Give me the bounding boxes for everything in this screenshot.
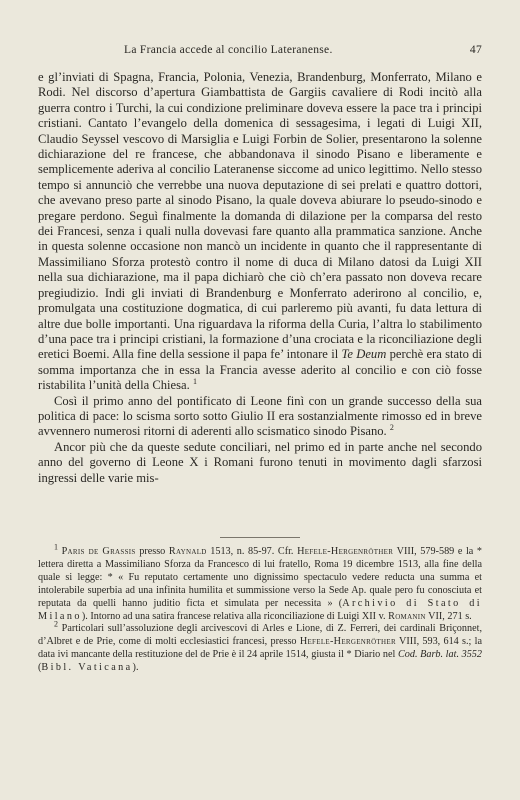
author-hefele-hergenrother-2: Hefele-Hergenröther [299,636,396,648]
paragraph-2 [38,394,482,440]
codex-reference: Cod. Barb. lat. 3552 [397,649,482,661]
footnote-1-text-2: 1513, n. 85-97. Cfr. [210,546,294,557]
footnote-2-text-3: ( [38,662,42,674]
paragraph-3-text: Ancor più che da queste sedute conciliari, nel primo ed in parte anche nel secondo anno del governo di Leone X i Romani furono tenuti in movimento dagli sfarzosi ingressi delle varie mis- [38,439,482,485]
footnote-1-text-1: presso [139,546,166,557]
paragraph-3 [38,440,482,486]
footnote-1 [38,542,482,623]
main-text [38,70,482,486]
footnote-ref-2: 2 [389,423,394,433]
page-number: 47 [469,44,482,56]
author-romanin: Romanin [388,610,426,622]
footnote-2-text-4: ). [132,662,139,674]
footnote-divider [220,537,300,538]
paragraph-1 [38,70,482,394]
author-hefele-hergenrother: Hefele-Hergenröther [297,546,394,557]
running-title: La Francia accede al concilio Lateranense. [124,44,333,56]
footnote-ref-1: 1 [192,376,197,386]
archive-name: Archivio di Stato di Milano [38,597,482,622]
te-deum-title: Te Deum [341,347,387,362]
footnote-1-text-5: VII, 271 s. [428,610,472,622]
footnote-1-text-4: ). Intorno ad una satira francese relativa alla riconciliazione di Luigi XII v. [81,610,386,622]
author-paris-de-grassis: Paris de Grassis [61,546,136,557]
paragraph-1-text-b: perchè era stato di somma importanza che in essa la Francia avesse aderito al concilio e con ciò fosse ristabilita l’unità della Chiesa. [38,347,482,393]
footnote-2-text-1: Particolari sull’assoluzione degli arcivescovi di Arles e Lione, di Z. Ferreri, dei cardinali Briçonnet, d’Albret e de Prie, come di molti ecclesiastici francesi, presso [38,623,482,648]
footnotes [38,542,482,675]
footnote-2-mark: 2 [54,620,58,630]
footnote-2-text-2: VIII, 593, 614 s.; la data ivi mancante della restituzione del de Prie è il 24 aprile 1514, giusta il * Diario nel [38,636,482,661]
library-name: Bibl. Vaticana [41,662,133,674]
author-raynald: Raynald [168,546,207,557]
footnote-2 [38,620,482,675]
footnote-1-mark: 1 [54,542,58,552]
paragraph-1-text-a: e gl’inviati di Spagna, Francia, Polonia, Venezia, Brandenburg, Monferrato, Milano e Rodi. Nel discorso d’apertura Giambattista de Gargiis cavaliere di Rodi incitò alla guerra contro i Turchi, la cui condizione preliminare doveva essere la pace tra i principi cristiani. Cantato l’evangelo della domenica di sessagesima, i legati di Luigi XII, Claudio Seyssel vescovo di Marsiglia e Luigi Forbin de Solier, presentarono la solenne dichiarazione del re francese, che abbandonava il sinodo Pisano e liberamente e semplicemente aderiva al concilio Lateranense siccome ad unico legittimo. Nello stesso tempo si annunciò che verrebbe una nuova deputazione di sei prelati e quattro dottori, che avevano preso parte al sinodo Pisano, la quale doveva abiurare lo pseudo-sinodo e pregare perdono. Seguì finalmente la domanda di dilazione per la comparsa del resto dei Francesi, senza i quali nulla dovevasi fare quanto alla prammatica sanzione. Anche in questa solenne occasione non mancò un incidente in quanto che il rappresentante di Massimiliano Sforza protestò contro il nome di duca di Milano datosi da Luigi XII nella sua dichiarazione, ma il papa dichiarò che ciò ch’era passato non doveva recare pregiudizio. Indi gli inviati di Brandenburg e Monferrato aderirono al concilio, e, promulgata una costituzione dogmatica, di cui parleremo più avanti, fu data lettura di altre due bolle importanti. Una riguardava la riforma della Curia, l’altra lo stabilimento d’una pace tra i principi cristiani, la formazione d’una crociata e la riconciliazione degli eretici Boemi. Alla fine della sessione il papa fe’ intonare il [38,70,482,362]
page-header [38,44,482,60]
footnote-1-text-3: VIII, 579-589 e la * lettera diretta a Massimiliano Sforza da Francesco di lui fratello, Roma 19 dicembre 1513, alla fine della quale si legge: * « Fu reputato certamente uno dignissimo spectaculo vedere reducta una summa et intolerabile superbia ad una infinita humilita et summissione verso la Sede Ap. quale pero fu conosciuta et reputata da quelli hanno juditio ficta et simulata per necessita » ( [38,546,482,609]
paragraph-2-text: Così il primo anno del pontificato di Leone finì con un grande successo della sua politica di pace: lo scisma sorto sotto Giulio II era sostanzialmente rimosso ed in breve avvennero numerosi ritorni di aderenti allo scismatico sinodo Pisano. [38,393,482,439]
